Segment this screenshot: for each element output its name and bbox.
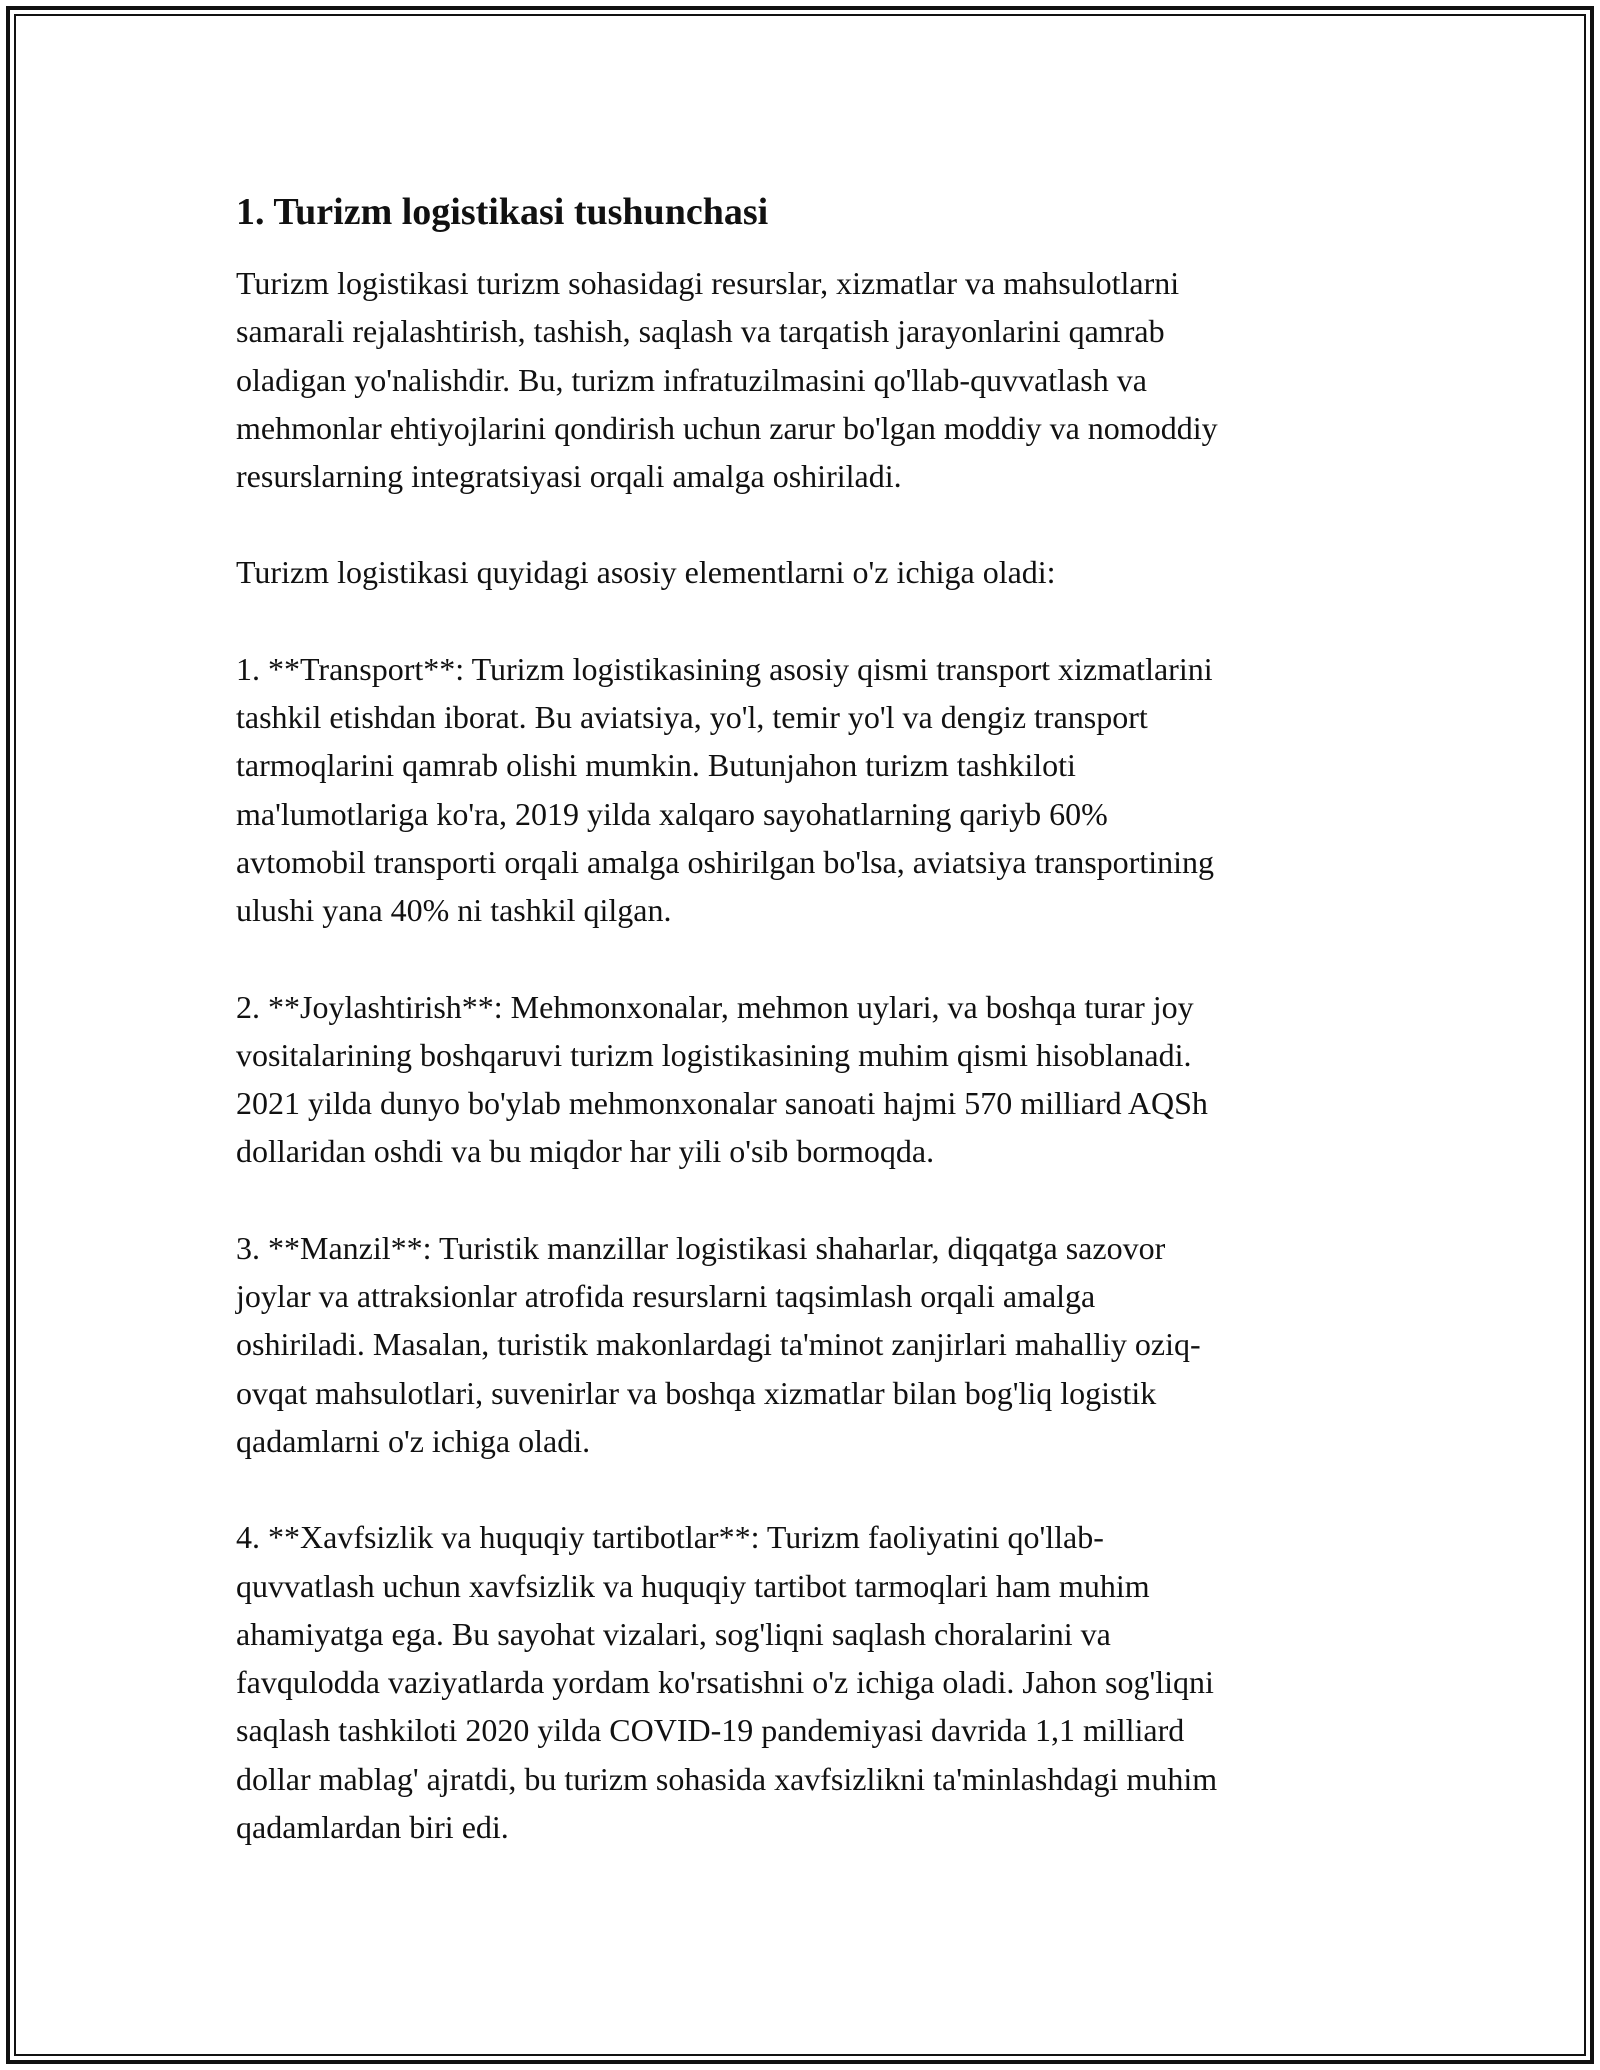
- intro-paragraph: Turizm logistikasi turizm sohasidagi resurslar, xizmatlar va mahsulotlarni samarali rejalashtirish, tashish, saqlash va tarqatish jarayonlarini qamrab oladigan yo'nalishdir. Bu, turizm infratuzilmasini qo'llab-quvvatlash va mehmonlar ehtiyojlarini qondirish uchun zarur bo'lgan moddiy va nomoddiy resurslarning integratsiyasi orqali amalga oshiriladi.: [236, 265, 1218, 495]
- section-heading: 1. Turizm logistikasi tushunchasi: [236, 191, 769, 233]
- destination-paragraph: 3. **Manzil**: Turistik manzillar logistikasi shaharlar, diqqatga sazovor joylar va attraksionlar atrofida resurslarni taqsimlash orqali amalga oshiriladi. Masalan, turistik makonlardagi ta'minot zanjirlari mahalliy oziq- ovqat mahsulotlari, suvenirlar va boshqa xizmatlar bilan bog'liq logistik qadamlarni o'z ichiga oladi.: [236, 1229, 1201, 1459]
- transport-paragraph: 1. **Transport**: Turizm logistikasining asosiy qismi transport xizmatlarini tashkil etishdan iborat. Bu aviatsiya, yo'l, temir yo'l va dengiz transport tarmoqlarini qamrab olishi mumkin. Butunjahon turizm tashkiloti ma'lumotlariga ko'ra, 2019 yilda xalqaro sayohatlarning qariyb 60% avtomobil transporti orqali amalga oshirilgan bo'lsa, aviatsiya transportining ulushi yana 40% ni tashkil qilgan.: [236, 650, 1214, 929]
- elements-lead-paragraph: Turizm logistikasi quyidagi asosiy elementlarni o'z ichiga oladi:: [236, 554, 1056, 591]
- safety-legal-paragraph: 4. **Xavfsizlik va huquqiy tartibotlar**: Turizm faoliyatini qo'llab- quvvatlash uchun xavfsizlik va huquqiy tartibot tarmoqlari ham muhim ahamiyatga ega. Bu sayohat vizalari, sog'liqni saqlash choralarini va favqulodda vaziyatlarda yordam ko'rsatishni o'z ichiga oladi. Jahon sog'liqni saqlash tashkiloti 2020 yilda COVID-19 pandemiyasi davrida 1,1 milliard dollar mablag' ajratdi, bu turizm sohasida xavfsizlikni ta'minlashdagi muhim qadamlardan biri edi.: [236, 1519, 1218, 1846]
- accommodation-paragraph: 2. **Joylashtirish**: Mehmonxonalar, mehmon uylari, va boshqa turar joy vositalarining boshqaruvi turizm logistikasining muhim qismi hisoblanadi. 2021 yilda dunyo bo'ylab mehmonxonalar sanoati hajmi 570 milliard AQSh dollaridan oshdi va bu miqdor har yili o'sib bormoqda.: [236, 988, 1208, 1170]
- document-body: [236, 188, 1376, 1899]
